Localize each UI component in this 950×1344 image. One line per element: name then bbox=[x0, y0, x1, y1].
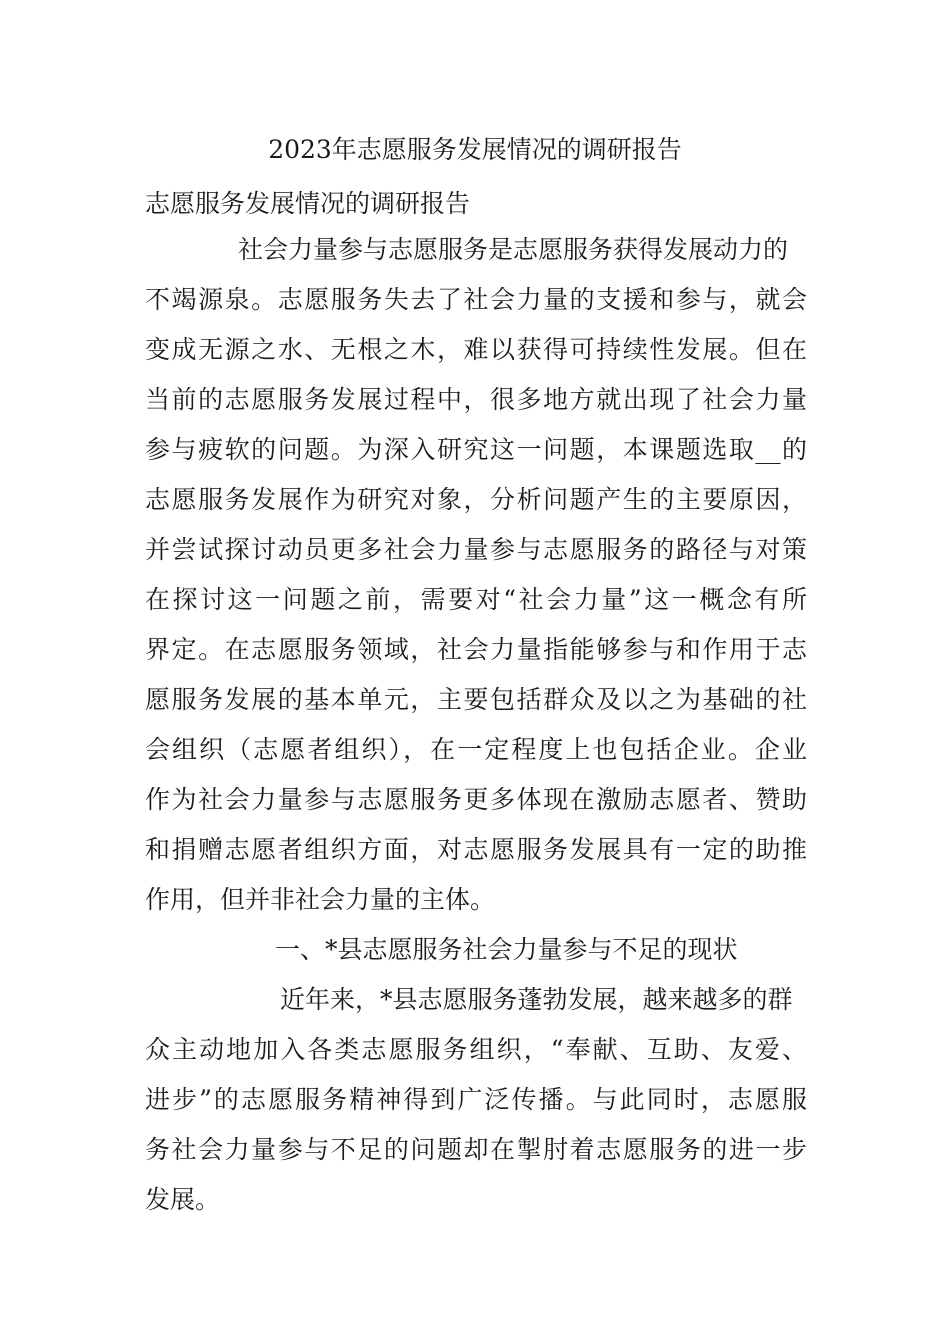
paragraph-line: 会组织（志愿者组织），在一定程度上也包括企业。企业 bbox=[145, 735, 807, 764]
paragraph-line: 务社会力量参与不足的问题却在掣肘着志愿服务的进一步 bbox=[145, 1135, 807, 1164]
paragraph-line: 众主动地加入各类志愿服务组织，“奉献、互助、友爱、 bbox=[145, 1035, 807, 1064]
paragraph-line: 社会力量参与志愿服务是志愿服务获得发展动力的 bbox=[238, 235, 789, 264]
paragraph-line: 作为社会力量参与志愿服务更多体现在激励志愿者、赞助 bbox=[145, 785, 807, 814]
section-heading: 一、*县志愿服务社会力量参与不足的现状 bbox=[275, 935, 738, 964]
paragraph-line: 不竭源泉。志愿服务失去了社会力量的支援和参与，就会 bbox=[145, 285, 807, 314]
paragraph-line: 近年来，*县志愿服务蓬勃发展，越来越多的群 bbox=[280, 985, 793, 1014]
paragraph-line: 进步”的志愿服务精神得到广泛传播。与此同时，志愿服 bbox=[145, 1085, 807, 1114]
document-title: 2023年志愿服务发展情况的调研报告 bbox=[268, 135, 682, 164]
paragraph-line: 在探讨这一问题之前，需要对“社会力量”这一概念有所 bbox=[145, 585, 807, 614]
paragraph-line: 和捐赠志愿者组织方面，对志愿服务发展具有一定的助推 bbox=[145, 835, 807, 864]
paragraph-line: 志愿服务发展作为研究对象，分析问题产生的主要原因， bbox=[145, 485, 807, 514]
paragraph-line: 并尝试探讨动员更多社会力量参与志愿服务的路径与对策 bbox=[145, 535, 807, 564]
paragraph-line: 参与疲软的问题。为深入研究这一问题，本课题选取__的 bbox=[145, 435, 807, 464]
paragraph-line: 界定。在志愿服务领域，社会力量指能够参与和作用于志 bbox=[145, 635, 807, 664]
paragraph-line: 发展。 bbox=[145, 1185, 221, 1214]
document-subtitle: 志愿服务发展情况的调研报告 bbox=[145, 189, 471, 218]
paragraph-line: 当前的志愿服务发展过程中，很多地方就出现了社会力量 bbox=[145, 385, 807, 414]
paragraph-line: 愿服务发展的基本单元，主要包括群众及以之为基础的社 bbox=[145, 685, 807, 714]
paragraph-line: 变成无源之水、无根之木，难以获得可持续性发展。但在 bbox=[145, 335, 807, 364]
paragraph-line: 作用，但并非社会力量的主体。 bbox=[145, 885, 496, 914]
